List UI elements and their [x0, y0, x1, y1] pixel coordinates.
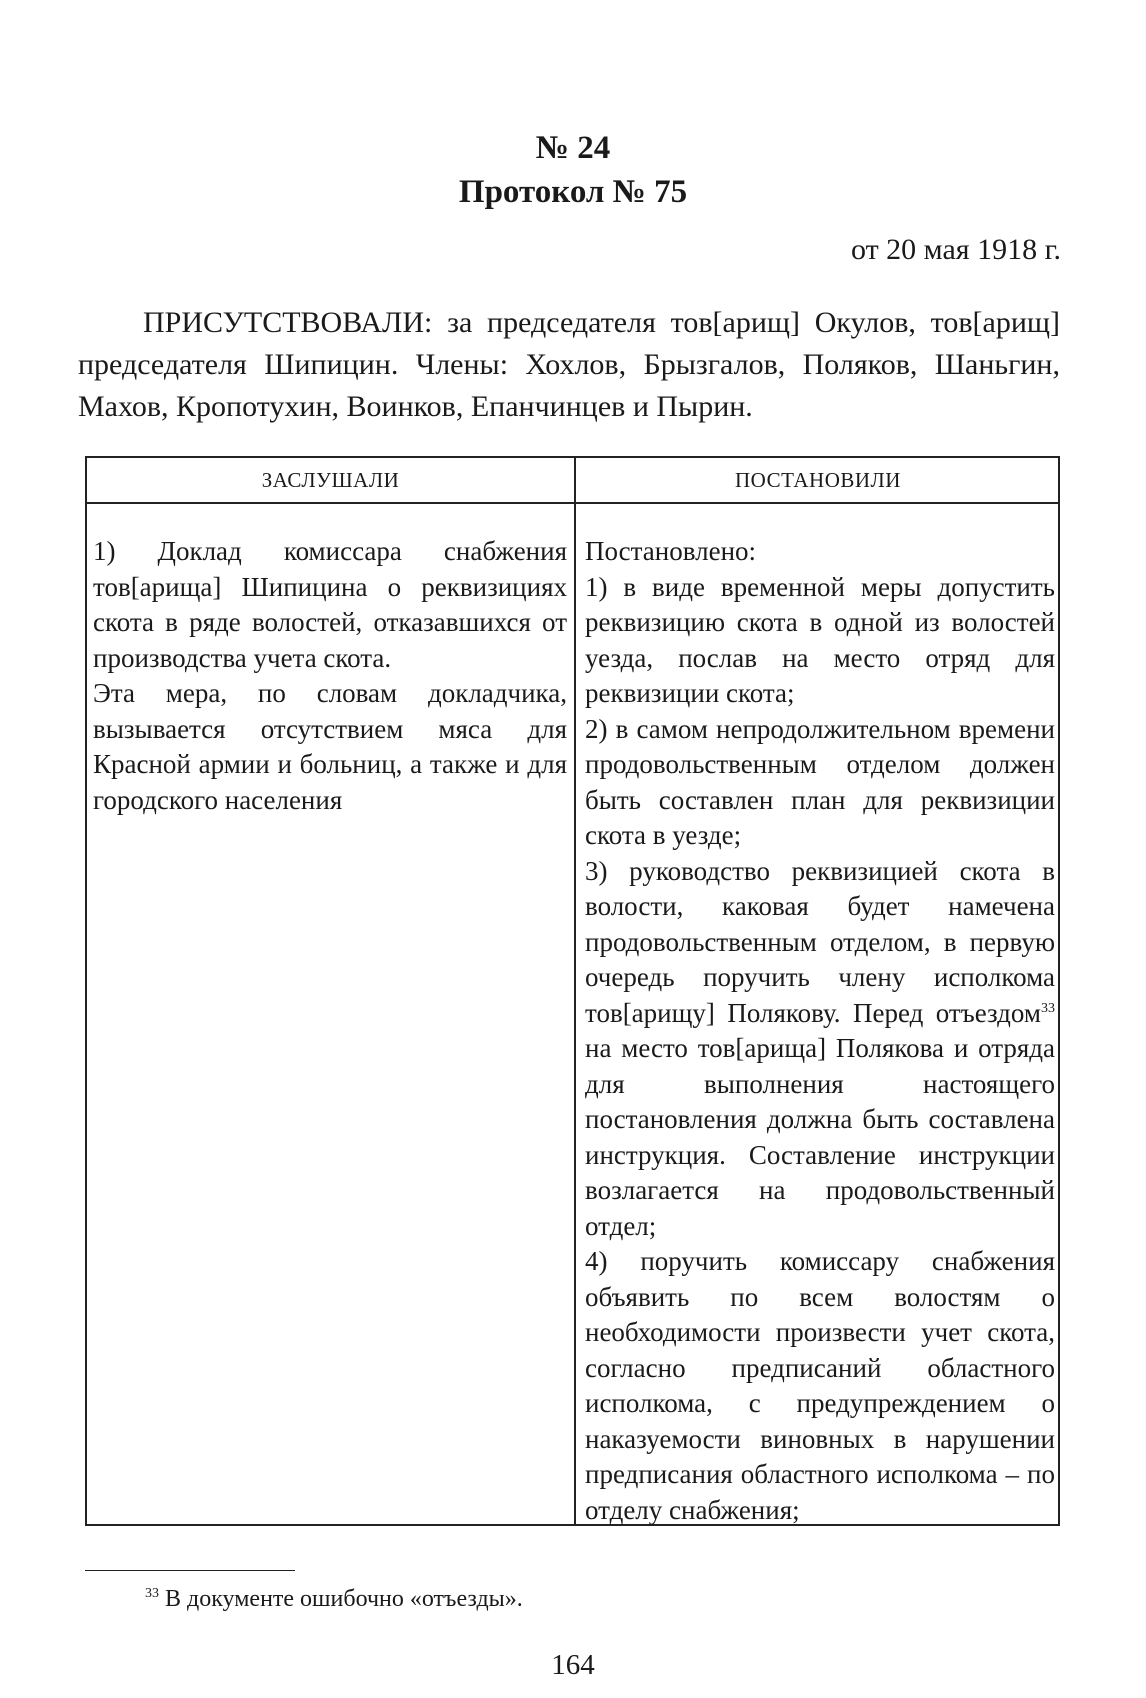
resolved-cell — [585, 534, 1055, 1528]
heard-cell — [93, 534, 567, 818]
resolved-item-3-text-a: 3) руководство реквизицией скота в волости, каковая будет намечена продовольственным отделом, в первую очередь поручить члену исполкома тов[арищу] Полякову. Перед отъездом — [585, 855, 1055, 1028]
footnote-marker: 33 — [145, 1586, 159, 1601]
column-divider — [574, 458, 576, 1524]
heard-item-1-note: Эта мера, по словам докладчика, вызывается отсутствием мяса для Красной армии и больниц, а также и для городского населения — [93, 678, 567, 815]
minutes-table — [85, 456, 1060, 1526]
document-number: № 24 — [535, 130, 611, 166]
resolved-item-1: 1) в виде временной меры допустить реквизицию скота в одной из волостей уезда, послав на место отряд для реквизиции скота; — [585, 571, 1055, 708]
document-title: Протокол № 75 — [458, 174, 688, 210]
footnote-text: В документе ошибочно «отъезды». — [159, 1586, 523, 1612]
resolved-item-2: 2) в самом непродолжительном времени продовольственным отделом должен быть составлен план для реквизиции скота в уезде; — [585, 713, 1055, 850]
resolved-item-3 — [585, 854, 1055, 1245]
resolved-intro: Постановлено: — [585, 536, 757, 566]
document-date: от 20 мая 1918 г. — [850, 233, 1061, 266]
footnote-reference: 33 — [1041, 1000, 1055, 1016]
heard-item-1: 1) Доклад комиссара снабжения тов[арища] Шипицина о реквизициях скота в ряде волостей, отказавшихся от производства учета скота. — [93, 536, 567, 673]
table-header-row — [87, 458, 1058, 504]
header-resolved: ПОСТАНОВИЛИ — [735, 468, 901, 492]
resolved-item-4: 4) поручить комиссару снабжения объявить по всем волостям о необходимости произвести учет скота, согласно предписаний областного исполкома, с предупреждением о наказуемости виновных в нарушении предписания областного исполкома – по отделу снабжения; — [585, 1246, 1055, 1525]
attendance-paragraph: ПРИСУТСТВОВАЛИ: за председателя тов[арищ] Окулов, тов[арищ] председателя Шипицин. Члены: Хохлов, Брызгалов, Поляков, Шаньгин, Махов, Кропотухин, Воинков, Епанчинцев и Пырин. — [78, 306, 1060, 423]
page-number: 164 — [551, 1649, 595, 1681]
footnote — [145, 1584, 523, 1614]
resolved-item-3-text-b: на место тов[арища] Полякова и отряда для выполнения настоящего постановления должна быть составлена инструкция. Составление инструкции возлагается на продовольственный отдел; — [585, 1033, 1055, 1241]
header-heard: ЗАСЛУШАЛИ — [261, 468, 400, 492]
footnote-divider — [85, 1570, 295, 1571]
